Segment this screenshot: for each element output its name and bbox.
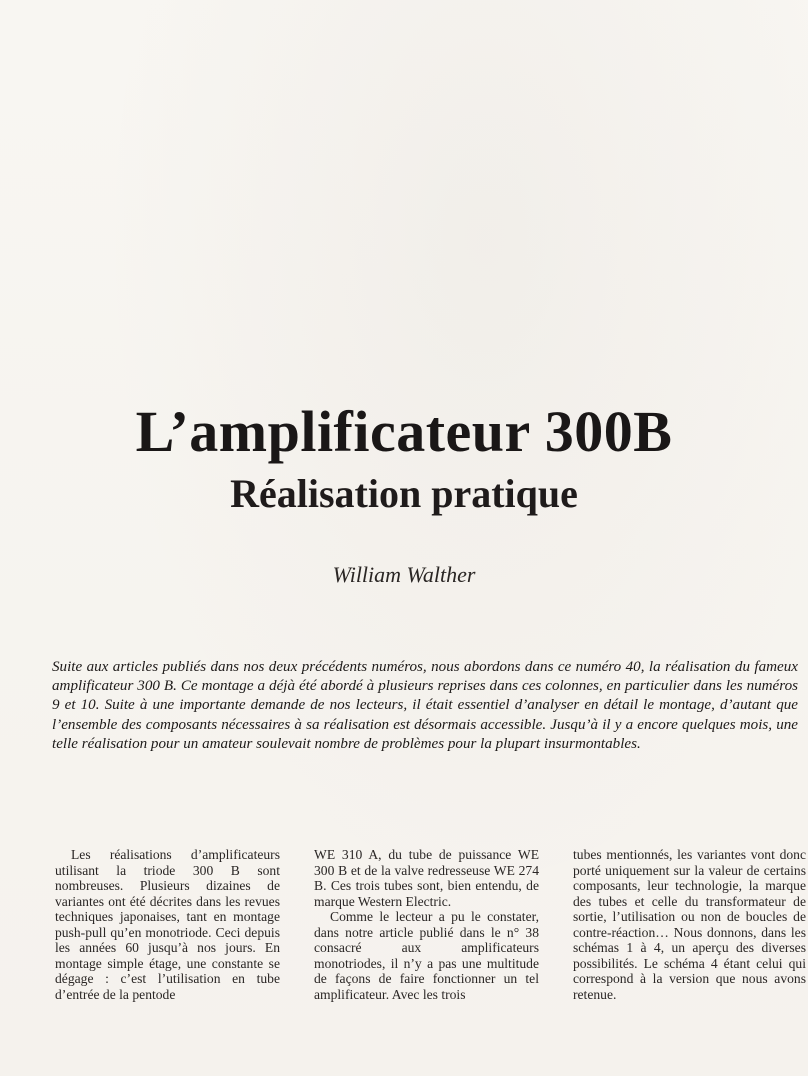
body-column-2	[314, 847, 539, 1075]
body-column-1	[55, 847, 280, 1075]
body-paragraph: WE 310 A, du tube de puissance WE 300 B et de la valve redresseuse WE 274 B. Ces trois tubes sont, bien entendu, de marque Western Electric.	[314, 847, 539, 909]
body-paragraph: Comme le lecteur a pu le constater, dans notre article publié dans le n° 38 consacré aux amplificateurs monotriodes, il n’y a pas une multitude de façons de faire fonctionner un tel amplificateur. Avec les trois	[314, 909, 539, 1002]
article-author: William Walther	[332, 562, 476, 587]
body-paragraph: tubes mentionnés, les variantes vont donc porté uniquement sur la valeur de certains composants, leur technologie, la marque des tubes et celle du transformateur de sortie, l’utilisation ou non de boucles de contre-réaction… Nous donnons, dans les schémas 1 à 4, un aperçu des diverses possibilités. Le schéma 4 étant celui qui correspond à la version que nous avons retenue.	[573, 847, 806, 1002]
article-title: L’amplificateur 300B	[135, 399, 673, 464]
body-paragraph: Les réalisations d’amplificateurs utilisant la triode 300 B sont nombreuses. Plusieurs dizaines de variantes ont été décrites dans les revues techniques japonaises, tant en montage push-pull qu’en monotriode. Ceci depuis les années 60 jusqu’à nos jours. En montage simple étage, une constante se dégage : c’est l’utilisation en tube d’entrée de la pentode	[55, 847, 280, 1002]
article-subtitle: Réalisation pratique	[230, 471, 578, 516]
body-column-3	[573, 847, 806, 1075]
article-intro: Suite aux articles publiés dans nos deux précédents numéros, nous abordons dans ce numéro 40, la réalisation du fameux amplificateur 300 B. Ce montage a déjà été abordé à plusieurs reprises dans ces colonnes, en particulier dans les numéros 9 et 10. Suite à une importante demande de nos lecteurs, il était essentiel d’analyser en détail le montage, d’autant que l’ensemble des composants nécessaires à sa réalisation est désormais accessible. Jusqu’à il y a encore quelques mois, une telle réalisation pour un amateur soulevait nombre de problèmes pour la plupart insurmontables.	[52, 659, 798, 752]
